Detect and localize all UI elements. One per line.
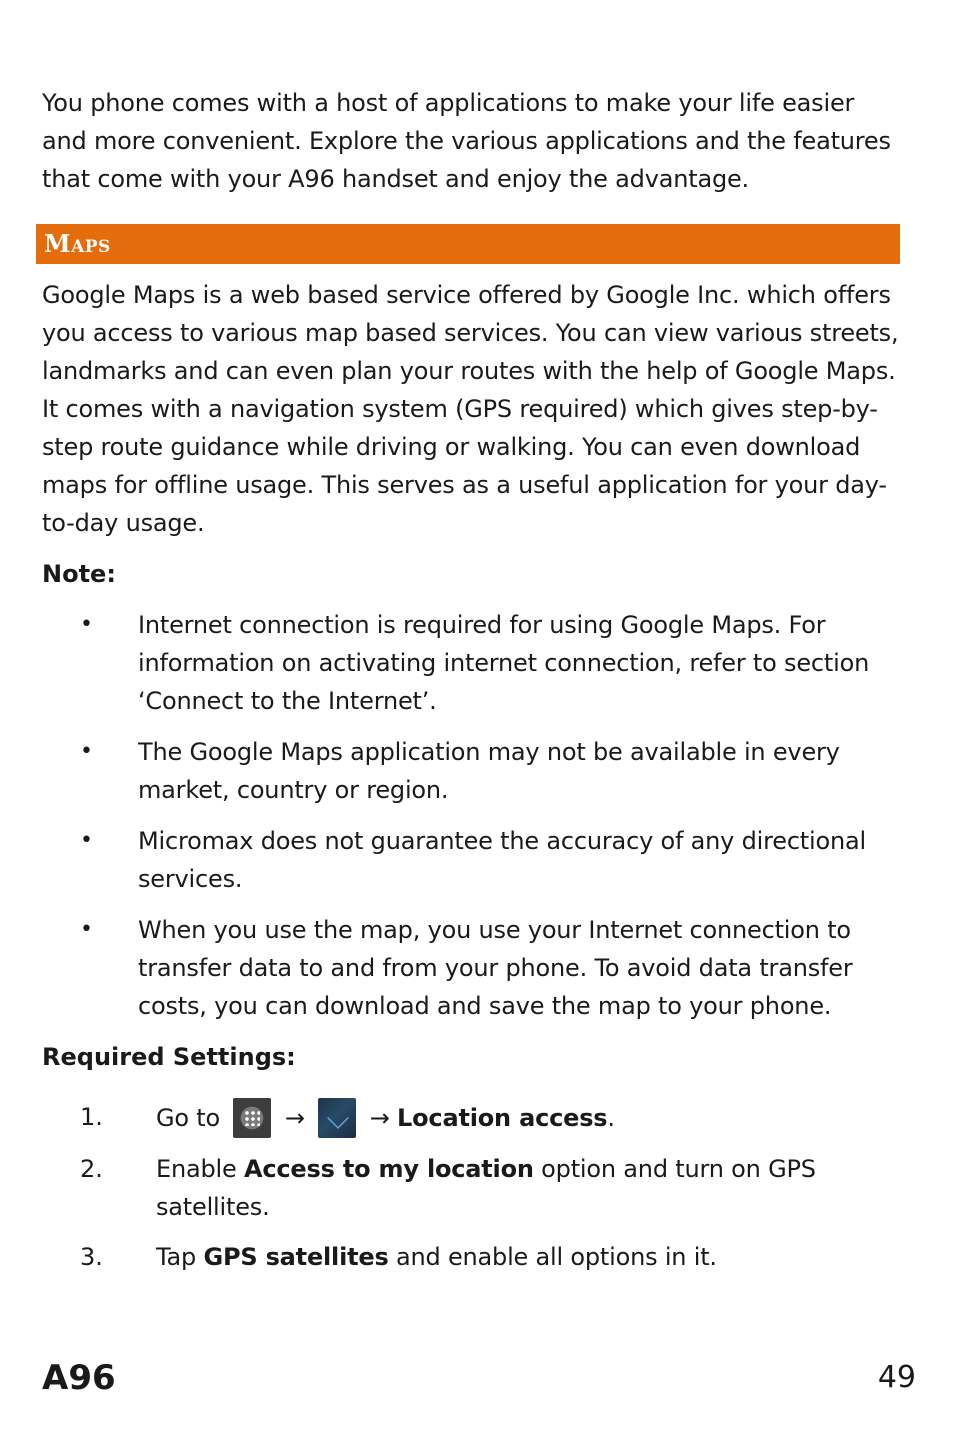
settings-icon	[318, 1098, 356, 1138]
arrow-icon: →	[284, 1104, 305, 1132]
step-suffix: option and turn on GPS satellites.	[156, 1155, 816, 1221]
list-item	[0, 822, 954, 898]
step-item	[0, 1150, 954, 1226]
footer-model-name: A96	[42, 1358, 116, 1398]
list-item	[0, 733, 954, 809]
note-item-text: When you use the map, you use your Internet connection to transfer data to and from your phone. To avoid data transfer costs, you can download and save the map to your phone.	[138, 916, 853, 1020]
step-item	[0, 1238, 954, 1276]
step-prefix: Go to	[156, 1104, 221, 1132]
bullet-icon: •	[80, 612, 93, 637]
list-item	[0, 911, 954, 1025]
note-item-text: The Google Maps application may not be available in every market, country or region.	[138, 738, 840, 804]
step-number: 2.	[80, 1155, 103, 1183]
step-suffix: .	[607, 1104, 615, 1132]
note-item-text: Micromax does not guarantee the accuracy of any directional services.	[138, 827, 866, 893]
step-number: 3.	[80, 1243, 103, 1271]
maps-description: Google Maps is a web based service offered by Google Inc. which offers you access to various map based services. You can view various streets, landmarks and can even plan your routes with the help of Google Maps. It comes with a navigation system (GPS required) which gives step-by-step route guidance while driving or walking. You can even download maps for offline usage. This serves as a useful application for your day-to-day usage.	[42, 281, 899, 537]
section-title: Maps	[44, 229, 111, 258]
page-number: 49	[877, 1360, 916, 1395]
step-prefix: Tap	[156, 1243, 204, 1271]
apps-grid-icon	[233, 1098, 271, 1138]
step-item	[0, 1098, 954, 1138]
step-prefix: Enable	[156, 1155, 244, 1183]
step-bold: Access to my location	[243, 1155, 534, 1183]
section-header-maps	[36, 224, 900, 264]
bullet-icon: •	[80, 828, 93, 853]
step-text	[156, 1098, 876, 1138]
note-list	[0, 606, 954, 1038]
step-bold: Location access	[397, 1104, 608, 1132]
note-item-text: Internet connection is required for using Google Maps. For information on activating internet connection, refer to section ‘Connect to the Internet’.	[138, 611, 870, 715]
bullet-icon: •	[80, 917, 93, 942]
step-number: 1.	[80, 1103, 103, 1131]
note-heading: Note:	[42, 560, 116, 588]
arrow-icon: →	[369, 1104, 390, 1132]
bullet-icon: •	[80, 739, 93, 764]
list-item	[0, 606, 954, 720]
required-settings-heading: Required Settings:	[42, 1043, 296, 1071]
step-text	[156, 1238, 876, 1276]
step-text	[156, 1150, 876, 1226]
intro-paragraph: You phone comes with a host of applications to make your life easier and more convenient. Explore the various applications and the features that come with your A96 handset and enjoy the advantage.	[42, 89, 891, 193]
steps-list	[0, 1098, 954, 1288]
step-bold: GPS satellites	[203, 1243, 389, 1271]
step-suffix: and enable all options in it.	[388, 1243, 717, 1271]
